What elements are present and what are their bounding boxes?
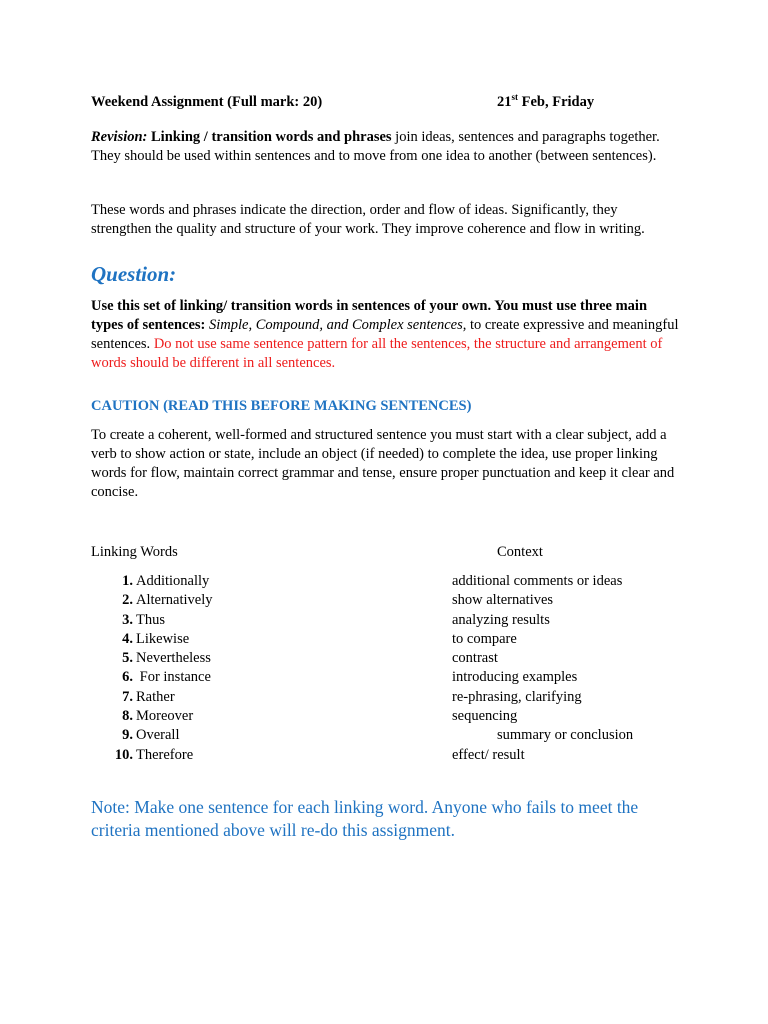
context-text: summary or conclusion (497, 727, 634, 743)
context-text: show alternatives (452, 592, 554, 608)
item-number: 7. (122, 689, 133, 705)
question-heading: Question: (91, 262, 177, 286)
revision-paragraph (91, 128, 681, 166)
note-paragraph: Note: Make one sentence for each linking word. Anyone who fails to meet the criteria mentioned above will re-do this assignment. (91, 797, 639, 840)
context-text: analyzing results (452, 612, 550, 628)
context-header: Context (497, 544, 543, 560)
item-number: 4. (122, 631, 133, 647)
linking-word: Rather (136, 689, 175, 705)
linking-word: Therefore (136, 747, 194, 763)
date-day: 21 (497, 94, 512, 110)
linking-word: Moreover (136, 708, 194, 724)
context-text: sequencing (452, 708, 518, 724)
item-number: 5. (122, 650, 133, 666)
date-suffix: st (511, 92, 518, 103)
item-number: 9. (122, 727, 133, 743)
context-text: contrast (452, 650, 498, 666)
item-number: 8. (122, 708, 133, 724)
linking-word: Alternatively (136, 592, 213, 608)
item-number: 6. (122, 669, 133, 685)
question-red-text: Do not use same sentence pattern for all the sentences, the structure and arrangement of words should be different in all sentences. (91, 336, 663, 371)
context-text: effect/ result (452, 747, 525, 763)
question-paragraph (91, 297, 681, 373)
context-text: additional comments or ideas (452, 573, 623, 589)
item-number: 2. (122, 592, 133, 608)
linking-word: Nevertheless (136, 650, 211, 666)
revision-label: Revision: (91, 129, 148, 145)
linking-words-header: Linking Words (91, 544, 178, 560)
question-italic-text: Simple, Compound, and Complex sentences, (205, 317, 467, 333)
context-text: to compare (452, 631, 517, 647)
assignment-title: Weekend Assignment (Full mark: 20) (91, 94, 323, 110)
caution-paragraph: To create a coherent, well-formed and structured sentence you must start with a clear subject, add a verb to show action or state, include an object (if needed) to complete the idea, use proper linking words for flow, maintain correct grammar and tense, ensure proper punctuation and keep it clear and concise. (91, 427, 675, 500)
date-rest: Feb, Friday (518, 94, 595, 110)
item-number: 1. (122, 573, 133, 589)
revision-text: join ideas, sentences and paragraphs together. They should be used within sentences and to move from one idea to another (between sentences). (91, 129, 660, 164)
direction-paragraph: These words and phrases indicate the direction, order and flow of ideas. Significantly, they strengthen the quality and structure of your work. They improve coherence and flow in writing. (91, 202, 645, 237)
revision-bold-phrase: Linking / transition words and phrases (151, 129, 392, 145)
context-text: introducing examples (452, 669, 578, 685)
linking-word: Likewise (136, 631, 190, 647)
item-number: 3. (122, 612, 133, 628)
linking-word: Overall (136, 727, 180, 743)
question-normal-text: to create expressive and meaningful sentences. (91, 317, 679, 352)
linking-word: Thus (136, 612, 165, 628)
linking-word: For instance (136, 669, 211, 685)
caution-heading: CAUTION (READ THIS BEFORE MAKING SENTENCES) (91, 398, 472, 414)
context-text: re-phrasing, clarifying (452, 689, 582, 705)
assignment-date (497, 93, 594, 112)
linking-word: Additionally (136, 573, 210, 589)
question-bold-text: Use this set of linking/ transition words in sentences of your own. You must use three main types of sentences: (91, 298, 648, 333)
item-number: 10. (114, 747, 133, 763)
